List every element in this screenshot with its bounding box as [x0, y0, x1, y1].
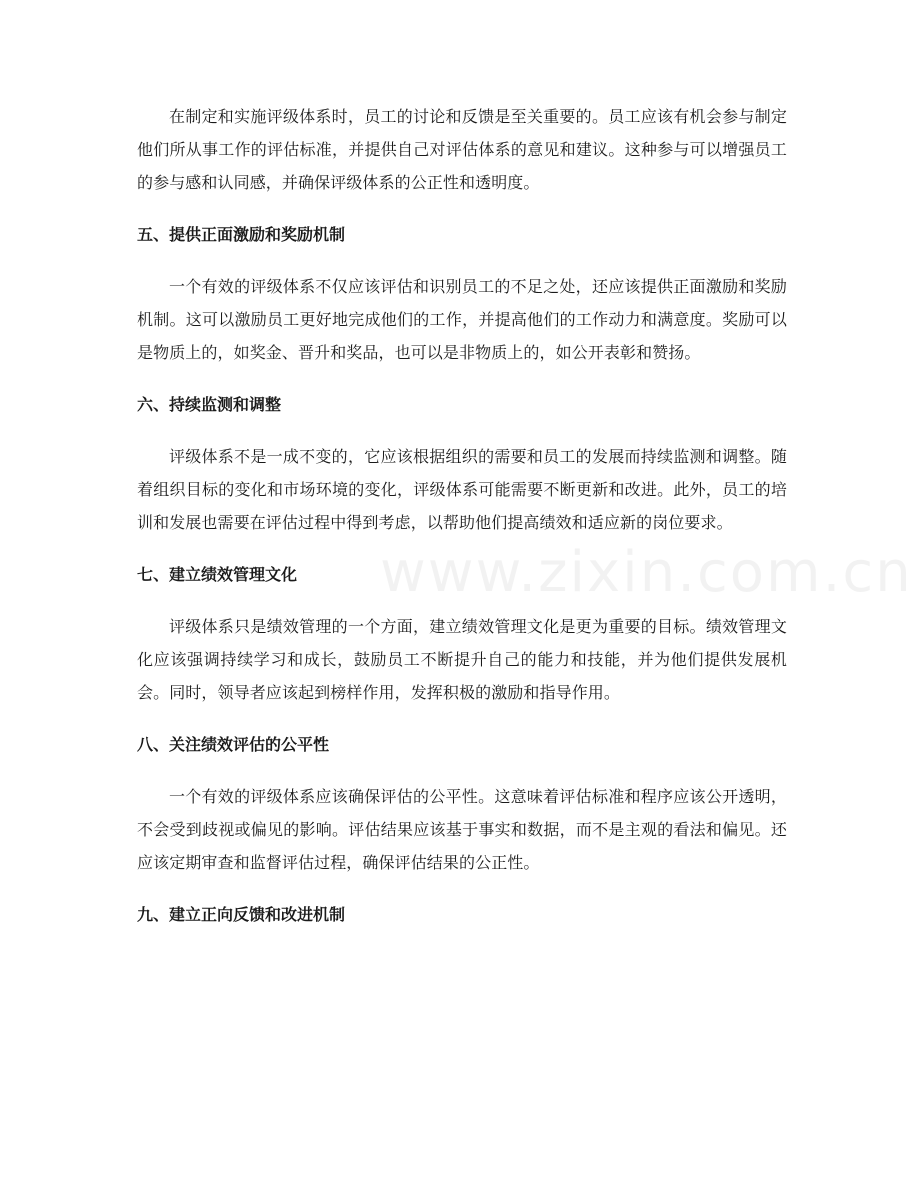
paragraph-section-5: 一个有效的评级体系不仅应该评估和识别员工的不足之处，还应该提供正面激励和奖励机制。这可以激励员工更好地完成他们的工作，并提高他们的工作动力和满意度。奖励可以是物质上的，如奖金、晋升和奖品，也可以是非物质上的，如公开表彰和赞扬。	[137, 277, 787, 362]
heading-section-9: 九、建立正向反馈和改进机制	[137, 905, 346, 924]
heading-section-8: 八、关注绩效评估的公平性	[137, 735, 330, 754]
paragraph-intro: 在制定和实施评级体系时，员工的讨论和反馈是至关重要的。员工应该有机会参与制定他们所从事工作的评估标准，并提供自己对评估体系的意见和建议。这种参与可以增强员工的参与感和认同感，并确保评级体系的公正性和透明度。	[137, 107, 787, 192]
paragraph-section-6: 评级体系不是一成不变的，它应该根据组织的需要和员工的发展而持续监测和调整。随着组织目标的变化和市场环境的变化，评级体系可能需要不断更新和改进。此外，员工的培训和发展也需要在评估过程中得到考虑，以帮助他们提高绩效和适应新的岗位要求。	[137, 447, 787, 532]
paragraph-section-7: 评级体系只是绩效管理的一个方面，建立绩效管理文化是更为重要的目标。绩效管理文化应该强调持续学习和成长，鼓励员工不断提升自己的能力和技能，并为他们提供发展机会。同时，领导者应该起到榜样作用，发挥积极的激励和指导作用。	[137, 617, 787, 702]
document-body	[137, 100, 787, 931]
paragraph-section-8: 一个有效的评级体系应该确保评估的公平性。这意味着评估标准和程序应该公开透明，不会受到歧视或偏见的影响。评估结果应该基于事实和数据，而不是主观的看法和偏见。还应该定期审查和监督评估过程，确保评估结果的公正性。	[137, 787, 787, 872]
heading-section-7: 七、建立绩效管理文化	[137, 565, 298, 584]
heading-section-5: 五、提供正面激励和奖励机制	[137, 225, 346, 244]
heading-section-6: 六、持续监测和调整	[137, 395, 282, 414]
watermark: www.zixin.com.cn	[380, 540, 913, 605]
